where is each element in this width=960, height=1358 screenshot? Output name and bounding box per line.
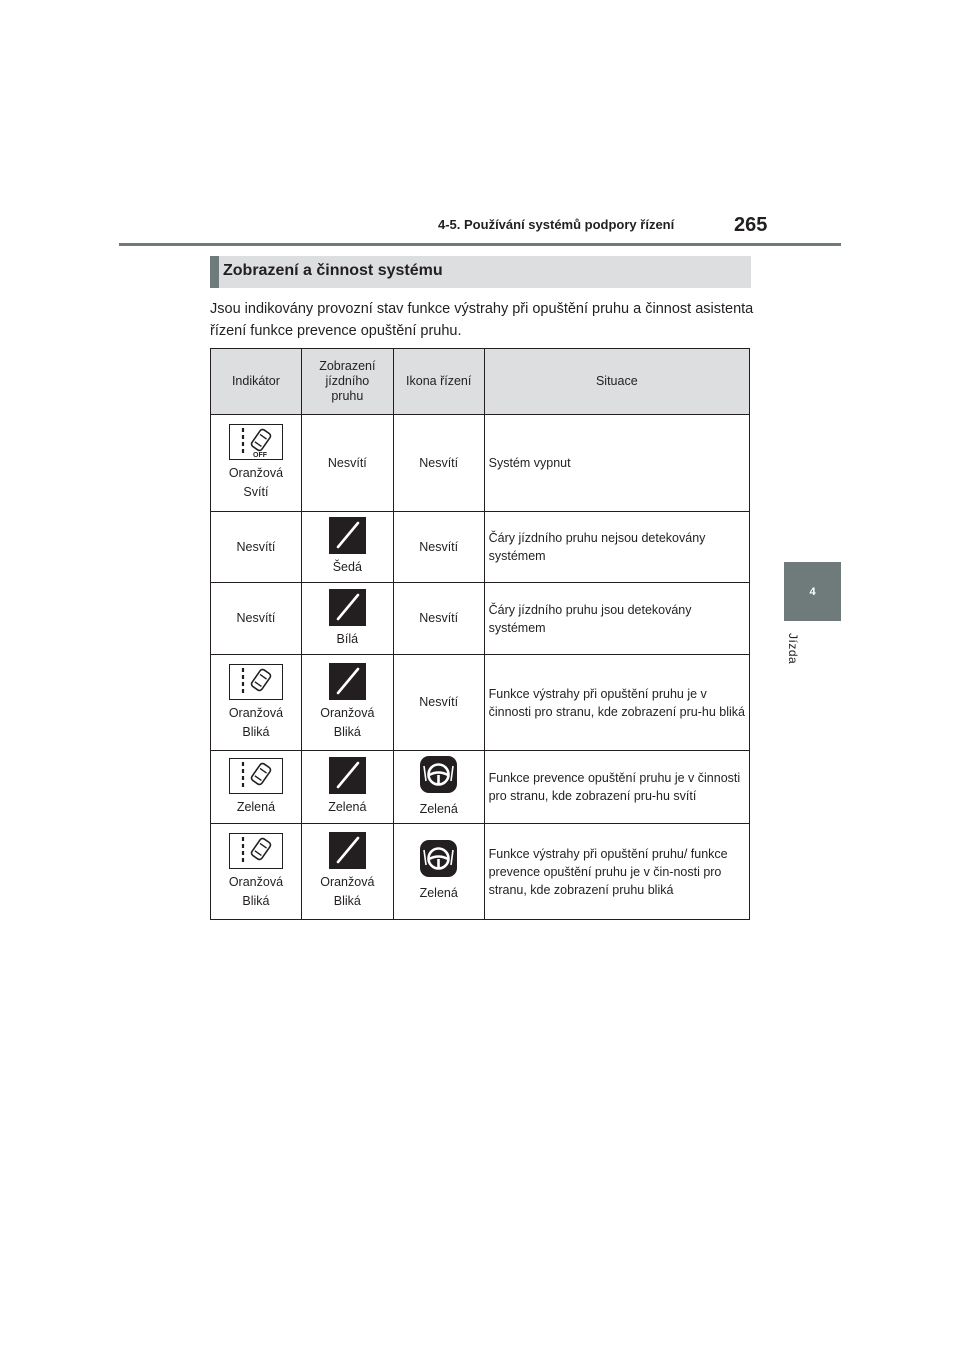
cell-text: Nesvítí xyxy=(419,695,459,709)
cell-text: Nesvítí xyxy=(236,611,276,625)
situation-cell: Funkce prevence opuštění pruhu je v činnosti pro stranu, kde zobrazení pru-hu svítí xyxy=(484,751,749,824)
cell-text: Nesvítí xyxy=(327,455,367,470)
state-label: Bliká xyxy=(333,894,361,908)
steering-cell xyxy=(393,415,484,512)
lane-cell xyxy=(301,655,393,751)
table-row xyxy=(211,751,750,824)
chapter-number: 4 xyxy=(809,585,816,598)
color-label: Zelená xyxy=(419,801,458,816)
situation-cell: Čáry jízdního pruhu nejsou detekovány systémem xyxy=(484,512,749,583)
steering-cell xyxy=(393,583,484,655)
status-table xyxy=(210,348,750,920)
table-row xyxy=(211,512,750,583)
color-label: Oranžová xyxy=(228,466,284,480)
lane-line-icon xyxy=(329,517,366,554)
indicator-cell xyxy=(211,415,302,512)
steering-wheel-icon xyxy=(420,840,457,880)
section-accent xyxy=(210,256,219,288)
header-rule xyxy=(119,243,841,246)
steering-cell xyxy=(393,512,484,583)
lane-cell xyxy=(301,824,393,920)
intro-paragraph: Jsou indikovány provozní stav funkce výstrahy při opuštění pruhu a činnost asistenta řízení funkce prevence opuštění pruhu. xyxy=(210,301,754,339)
lane-line-icon xyxy=(329,757,366,794)
situation-cell: Systém vypnut xyxy=(484,415,749,512)
color-label: Oranžová xyxy=(320,875,375,889)
cell-text: Nesvítí xyxy=(419,539,459,554)
lane-departure-icon xyxy=(229,833,283,869)
section-title: Zobrazení a činnost systému xyxy=(223,262,443,279)
indicator-cell xyxy=(211,824,302,920)
lane-line-icon xyxy=(329,663,366,700)
indicator-cell xyxy=(211,655,302,751)
color-label: Zelená xyxy=(236,799,276,814)
situation-cell: Funkce výstrahy při opuštění pruhu je v činnosti pro stranu, kde zobrazení pru-hu bliká xyxy=(484,655,749,751)
lane-line-icon xyxy=(329,832,366,869)
table-row xyxy=(211,583,750,655)
col-header-steering: Ikona řízení xyxy=(393,349,484,415)
col-header-indicator: Indikátor xyxy=(211,349,302,415)
indicator-cell xyxy=(211,583,302,655)
chapter-label: Jízda xyxy=(786,633,800,665)
indicator-cell xyxy=(211,512,302,583)
col-header-situation: Situace xyxy=(484,349,749,415)
steering-cell xyxy=(393,824,484,920)
color-label: Oranžová xyxy=(228,705,284,720)
cell-text: Nesvítí xyxy=(236,539,276,554)
state-label: Bliká xyxy=(242,724,270,739)
lane-departure-off-icon xyxy=(229,424,283,460)
table-header-row xyxy=(211,349,750,415)
color-label: Šedá xyxy=(332,560,362,574)
cell-text: Nesvítí xyxy=(419,611,459,625)
state-label: Bliká xyxy=(333,725,361,739)
table-row xyxy=(211,415,750,512)
lane-cell xyxy=(301,512,393,583)
situation-cell: Funkce výstrahy při opuštění pruhu/ funkce prevence opuštění pruhu je v čin-nosti pro stranu, kde zobrazení pruhu bliká xyxy=(484,824,749,920)
table-row xyxy=(211,655,750,751)
lane-departure-icon xyxy=(229,664,283,700)
color-label: Zelená xyxy=(419,886,458,900)
steering-cell xyxy=(393,655,484,751)
lane-line-icon xyxy=(329,589,366,626)
color-label: Bílá xyxy=(336,631,359,646)
color-label: Oranžová xyxy=(320,706,375,720)
steering-cell xyxy=(393,751,484,824)
state-label: Bliká xyxy=(242,893,270,908)
color-label: Oranžová xyxy=(228,874,284,889)
state-label: Svítí xyxy=(243,485,269,499)
chapter-tab[interactable] xyxy=(784,562,841,621)
lane-departure-icon xyxy=(229,758,283,794)
col-header-lane-text: Zobrazení jízdního pruhu xyxy=(319,359,376,403)
section-heading xyxy=(210,256,751,288)
col-header-lane xyxy=(301,349,393,415)
lane-cell xyxy=(301,415,393,512)
lane-cell xyxy=(301,751,393,824)
indicator-cell xyxy=(211,751,302,824)
page-number: 265 xyxy=(734,214,768,236)
svg-text:OFF: OFF xyxy=(252,452,267,459)
header-section-title: 4-5. Používání systémů podpory řízení xyxy=(438,217,675,232)
lane-cell xyxy=(301,583,393,655)
table-row xyxy=(211,824,750,920)
situation-cell: Čáry jízdního pruhu jsou detekovány systémem xyxy=(484,583,749,655)
cell-text: Nesvítí xyxy=(419,455,459,470)
steering-wheel-icon xyxy=(420,756,457,796)
color-label: Zelená xyxy=(328,800,367,814)
